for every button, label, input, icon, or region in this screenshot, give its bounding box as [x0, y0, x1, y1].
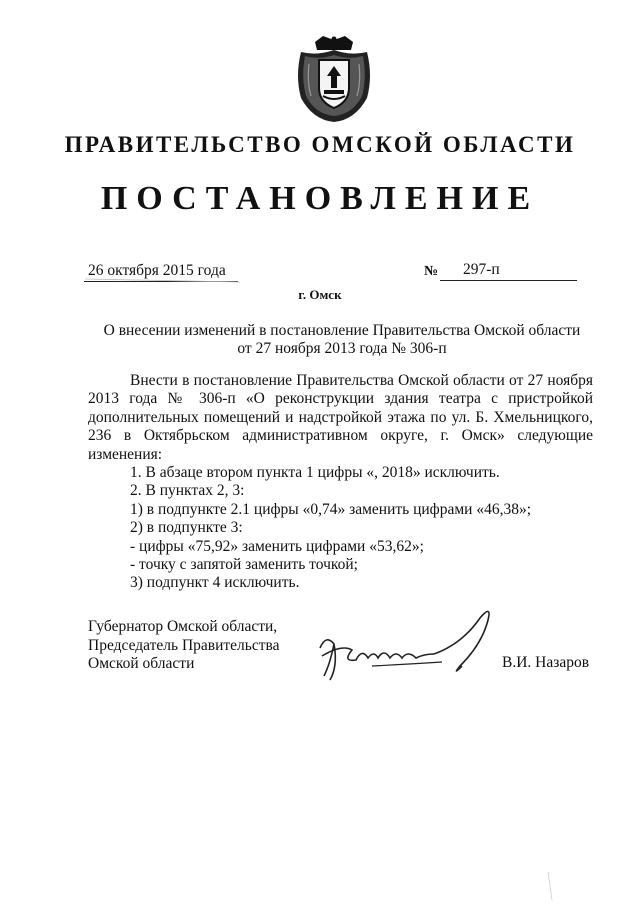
- list-item: 1. В абзаце втором пункта 1 цифры «, 2018» исключить.: [130, 464, 500, 482]
- document-subject: [90, 322, 594, 358]
- list-item: 3) подпункт 4 исключить.: [130, 574, 300, 592]
- document-date: 26 октября 2015 года: [88, 262, 226, 279]
- position-line: Омской области: [88, 655, 195, 672]
- city-label: г. Омск: [298, 287, 342, 302]
- list-item: - точку с запятой заменить точкой;: [130, 556, 358, 574]
- position-line: Председатель Правительства: [88, 636, 280, 654]
- document-number: 297-п: [463, 261, 500, 278]
- list-item: 2. В пунктах 2, 3:: [130, 482, 245, 500]
- subject-line-1: О внесении изменений в постановление Правительства Омской области: [103, 322, 581, 339]
- body-intro: Внести в постановление Правительства Омской области от 27 ноября 2013 года № 306-п «О реконструкции здания театра с пристройкой дополнительных помещений и надстройкой этажа по ул. Б. Хмельницкого, 236 в Октябрьском административном округе, г. Омск» следующие изменения:: [88, 372, 593, 463]
- signatory-name: В.И. Назаров: [502, 654, 590, 671]
- signature-icon: [312, 604, 512, 684]
- coat-of-arms-icon: [293, 36, 375, 122]
- document-body: [88, 372, 593, 593]
- list-item: - цифры «75,92» заменить цифрами «53,62»;: [130, 537, 424, 555]
- government-title: ПРАВИТЕЛЬСТВО ОМСКОЙ ОБЛАСТИ: [64, 132, 576, 157]
- subject-line-2: от 27 ноября 2013 года № 306-п: [237, 340, 447, 357]
- number-label: №: [424, 264, 439, 279]
- number-underline: [440, 280, 577, 281]
- list-item: 1) в подпункте 2.1 цифры «0,74» заменить цифрами «46,38»;: [130, 500, 532, 518]
- position-line: Губернатор Омской области,: [88, 618, 278, 635]
- list-item: 2) в подпункте 3:: [130, 519, 243, 537]
- signatory-position: [88, 618, 280, 674]
- date-underline: [84, 281, 238, 282]
- document-type-title: ПОСТАНОВЛЕНИЕ: [100, 180, 540, 217]
